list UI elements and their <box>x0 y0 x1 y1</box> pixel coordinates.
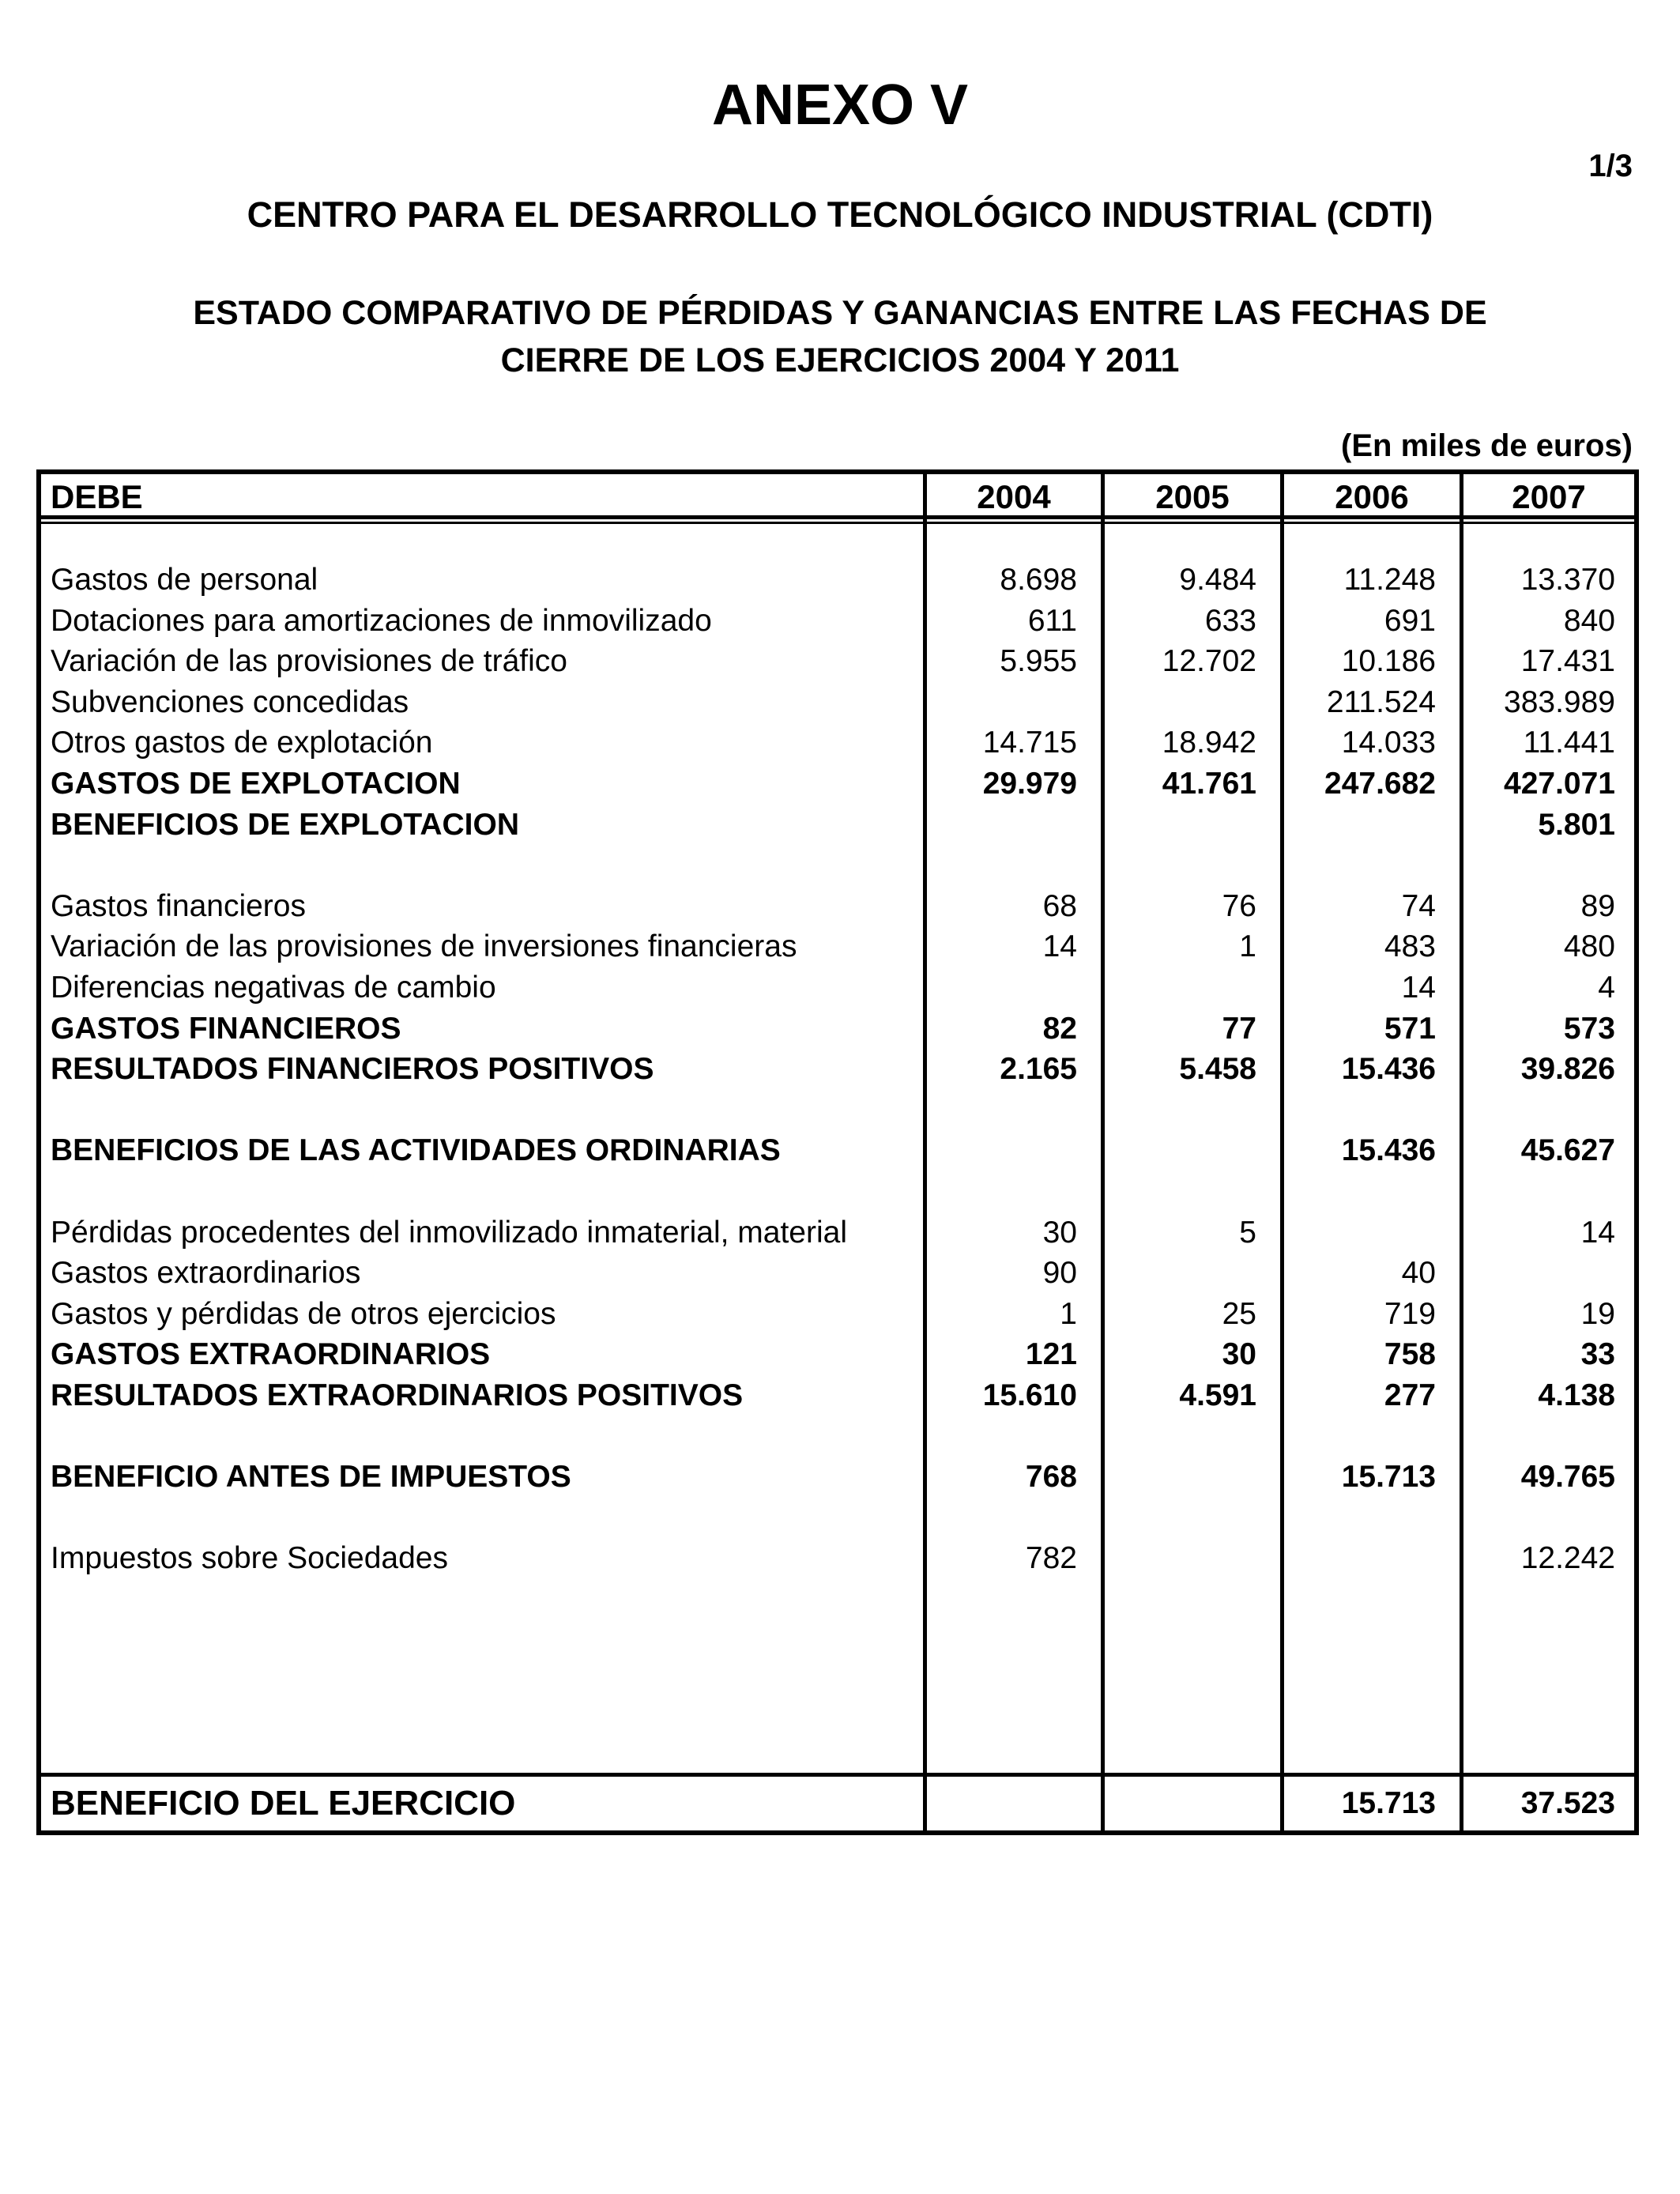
row-value-2006: 211.524 <box>1326 684 1436 719</box>
column-header-2005: 2005 <box>1155 478 1230 515</box>
row-value-2005: 77 <box>1222 1011 1256 1046</box>
row-value-2007: 480 <box>1563 929 1615 964</box>
row-label: Gastos y pérdidas de otros ejercicios <box>51 1296 556 1331</box>
row-value-2005: 5 <box>1239 1215 1256 1250</box>
row-value-2007: 383.989 <box>1504 684 1615 719</box>
row-value-2006: 719 <box>1384 1296 1436 1331</box>
table-row <box>41 682 1634 723</box>
row-value-2006: 14.033 <box>1341 726 1436 760</box>
header-rule-secondary <box>41 522 1634 524</box>
row-label: Gastos financieros <box>51 888 306 923</box>
row-value-2007: 11.441 <box>1523 726 1615 760</box>
row-value-2007: 12.242 <box>1520 1541 1615 1576</box>
table-row <box>41 1253 1634 1294</box>
table-row <box>41 1538 1634 1579</box>
column-header-2004: 2004 <box>977 478 1051 515</box>
row-value-2006: 758 <box>1384 1337 1436 1372</box>
row-value-2004: 121 <box>1025 1337 1077 1372</box>
row-value-2006: 10.186 <box>1341 644 1436 679</box>
row-value-2007: 5.801 <box>1538 807 1615 842</box>
row-label: Dotaciones para amortizaciones de inmovilizado <box>51 603 712 638</box>
row-value-2006: 15.436 <box>1341 1133 1436 1168</box>
row-value-2007: 17.431 <box>1520 644 1615 679</box>
row-value-2005: 76 <box>1222 888 1256 923</box>
table-row <box>41 1212 1634 1253</box>
net-profit-2007: 37.523 <box>1520 1786 1615 1820</box>
row-value-2004: 1 <box>1060 1296 1077 1331</box>
row-label: Gastos extraordinarios <box>51 1256 361 1291</box>
column-header-2006: 2006 <box>1335 478 1409 515</box>
row-value-2006: 691 <box>1384 603 1436 638</box>
row-value-2004: 15.610 <box>982 1378 1077 1412</box>
table-row <box>41 601 1634 642</box>
row-value-2004: 782 <box>1025 1541 1077 1576</box>
row-label: BENEFICIOS DE EXPLOTACION <box>51 807 519 842</box>
income-statement-table <box>36 469 1639 1835</box>
row-label: RESULTADOS EXTRAORDINARIOS POSITIVOS <box>51 1378 744 1412</box>
row-label: BENEFICIOS DE LAS ACTIVIDADES ORDINARIAS <box>51 1133 781 1168</box>
row-label: Impuestos sobre Sociedades <box>51 1541 448 1576</box>
table-row <box>41 805 1634 846</box>
table-row <box>41 1334 1634 1375</box>
table-row <box>41 1498 1634 1539</box>
row-value-2004: 90 <box>1042 1256 1077 1291</box>
table-row <box>41 722 1634 763</box>
row-label: Diferencias negativas de cambio <box>51 971 496 1005</box>
table-row <box>41 763 1634 805</box>
row-value-2007: 4.138 <box>1538 1378 1615 1412</box>
row-value-2005: 12.702 <box>1162 644 1256 679</box>
row-value-2004: 29.979 <box>982 767 1077 801</box>
row-value-2004: 14 <box>1042 929 1077 964</box>
column-header-debe: DEBE <box>51 478 143 515</box>
table-row <box>41 1171 1634 1212</box>
table-row <box>41 845 1634 886</box>
row-value-2005: 18.942 <box>1162 726 1256 760</box>
row-value-2005: 5.458 <box>1179 1052 1256 1087</box>
row-value-2007: 45.627 <box>1520 1133 1615 1168</box>
table-row <box>41 1457 1634 1498</box>
row-value-2007: 13.370 <box>1520 563 1615 597</box>
column-header-2007: 2007 <box>1512 478 1586 515</box>
subtitle-line-2: CIERRE DE LOS EJERCICIOS 2004 Y 2011 <box>500 341 1180 379</box>
row-value-2004: 30 <box>1042 1215 1077 1250</box>
row-value-2007: 19 <box>1580 1296 1615 1331</box>
row-value-2007: 14 <box>1580 1215 1615 1250</box>
row-label: Otros gastos de explotación <box>51 726 433 760</box>
row-value-2006: 277 <box>1384 1378 1436 1412</box>
row-label: Pérdidas procedentes del inmovilizado inmaterial, material <box>51 1215 848 1250</box>
table-row <box>41 1375 1634 1416</box>
table-row <box>41 1416 1634 1457</box>
document-subtitle <box>0 289 1680 384</box>
row-value-2005: 633 <box>1204 603 1256 638</box>
row-value-2006: 571 <box>1384 1011 1436 1046</box>
row-value-2006: 14 <box>1401 971 1436 1005</box>
units-note: (En miles de euros) <box>1341 428 1633 463</box>
row-value-2006: 15.713 <box>1341 1460 1436 1495</box>
row-value-2004: 768 <box>1025 1460 1077 1495</box>
table-row <box>41 1049 1634 1090</box>
net-profit-label: BENEFICIO DEL EJERCICIO <box>51 1784 516 1823</box>
document-title: ANEXO V <box>711 74 969 137</box>
row-label: Variación de las provisiones de inversiones financieras <box>51 929 797 964</box>
row-label: Subvenciones concedidas <box>51 684 409 719</box>
table-row <box>41 1130 1634 1171</box>
row-value-2006: 483 <box>1384 929 1436 964</box>
organization-name: CENTRO PARA EL DESARROLLO TECNOLÓGICO INDUSTRIAL (CDTI) <box>247 194 1433 235</box>
row-value-2006: 247.682 <box>1324 767 1436 801</box>
table-row <box>41 1294 1634 1335</box>
footer-rule <box>41 1773 1634 1777</box>
row-value-2004: 2.165 <box>1000 1052 1077 1087</box>
row-value-2005: 30 <box>1222 1337 1256 1372</box>
row-value-2005: 1 <box>1239 929 1256 964</box>
row-label: GASTOS FINANCIEROS <box>51 1011 401 1046</box>
row-value-2004: 68 <box>1042 888 1077 923</box>
table-row <box>41 560 1634 601</box>
row-label: Gastos de personal <box>51 563 318 597</box>
row-value-2005: 41.761 <box>1162 767 1256 801</box>
table-row <box>41 967 1634 1008</box>
row-value-2004: 5.955 <box>1000 644 1077 679</box>
row-label: GASTOS EXTRAORDINARIOS <box>51 1337 491 1372</box>
table-row <box>41 1090 1634 1131</box>
row-label: GASTOS DE EXPLOTACION <box>51 767 461 801</box>
row-value-2005: 9.484 <box>1179 563 1256 597</box>
row-value-2006: 15.436 <box>1341 1052 1436 1087</box>
row-value-2007: 39.826 <box>1520 1052 1615 1087</box>
table-row <box>41 1008 1634 1050</box>
row-value-2007: 840 <box>1563 603 1615 638</box>
row-label: BENEFICIO ANTES DE IMPUESTOS <box>51 1460 571 1495</box>
row-value-2007: 89 <box>1580 888 1615 923</box>
table-row <box>41 641 1634 682</box>
row-value-2007: 4 <box>1598 971 1615 1005</box>
row-value-2007: 573 <box>1563 1011 1615 1046</box>
row-value-2005: 25 <box>1222 1296 1256 1331</box>
row-label: Variación de las provisiones de tráfico <box>51 644 567 679</box>
row-value-2006: 11.248 <box>1343 563 1436 597</box>
row-value-2007: 49.765 <box>1520 1460 1615 1495</box>
row-value-2006: 74 <box>1401 888 1436 923</box>
row-label: RESULTADOS FINANCIEROS POSITIVOS <box>51 1052 654 1087</box>
row-value-2004: 8.698 <box>1000 563 1077 597</box>
page-number: 1/3 <box>1588 149 1633 183</box>
row-value-2007: 33 <box>1580 1337 1615 1372</box>
row-value-2004: 14.715 <box>982 726 1077 760</box>
table-row <box>41 886 1634 927</box>
row-value-2005: 4.591 <box>1179 1378 1256 1412</box>
row-value-2004: 82 <box>1042 1011 1077 1046</box>
table-row <box>41 926 1634 967</box>
row-value-2007: 427.071 <box>1504 767 1615 801</box>
subtitle-line-1: ESTADO COMPARATIVO DE PÉRDIDAS Y GANANCIAS ENTRE LAS FECHAS DE <box>193 294 1487 332</box>
net-profit-2006: 15.713 <box>1341 1786 1436 1820</box>
row-value-2004: 611 <box>1027 603 1077 638</box>
row-value-2006: 40 <box>1401 1256 1436 1291</box>
